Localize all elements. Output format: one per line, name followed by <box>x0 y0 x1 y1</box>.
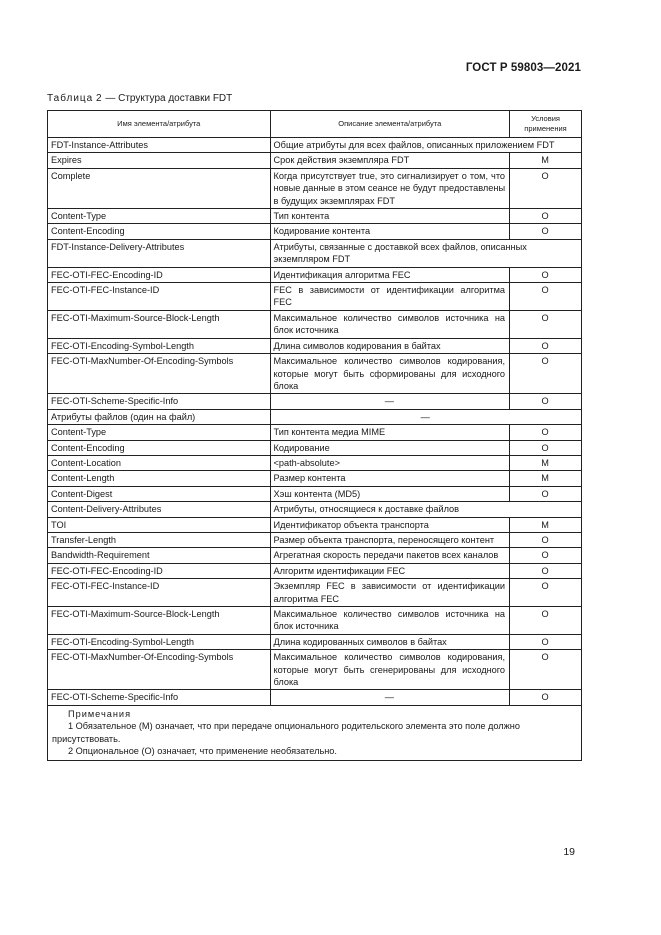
condition-cell: O <box>510 267 582 282</box>
element-description-cell: <path-absolute> <box>270 455 510 470</box>
table-row <box>48 579 582 607</box>
element-description-cell: Тип контента <box>270 209 510 224</box>
element-name-cell: TOI <box>48 517 271 532</box>
condition-cell: O <box>510 425 582 440</box>
element-description-cell: Срок действия экземпляра FDT <box>270 153 510 168</box>
note-item: 1 Обязательное (M) означает, что при передаче опционального родительского элемента это поле должно присутствовать. <box>52 721 520 744</box>
element-name-cell: Content-Length <box>48 471 271 486</box>
element-name-cell: Bandwidth-Requirement <box>48 548 271 563</box>
table-row <box>48 338 582 353</box>
table-row <box>48 409 582 424</box>
element-name-cell: Content-Delivery-Attributes <box>48 502 271 517</box>
table-row <box>48 224 582 239</box>
element-description-cell: Кодирование <box>270 440 510 455</box>
table-row <box>48 455 582 470</box>
element-name-cell: FEC-OTI-Maximum-Source-Block-Length <box>48 607 271 635</box>
table-row <box>48 239 582 267</box>
table-row <box>48 532 582 547</box>
element-description-cell: Когда присутствует true, это сигнализирует о том, что новые данные в этом сеансе не будут предоставлены в будущих экземплярах FDT <box>270 168 510 208</box>
condition-cell: M <box>510 153 582 168</box>
element-description-cell: Общие атрибуты для всех файлов, описанных приложением FDT <box>270 138 581 153</box>
element-name-cell: FEC-OTI-Scheme-Specific-Info <box>48 690 271 705</box>
element-name-cell: FEC-OTI-Maximum-Source-Block-Length <box>48 310 271 338</box>
element-description-cell: Атрибуты, относящиеся к доставке файлов <box>270 502 581 517</box>
condition-cell: O <box>510 634 582 649</box>
condition-cell: O <box>510 563 582 578</box>
condition-cell: O <box>510 338 582 353</box>
element-description-cell: Агрегатная скорость передачи пакетов всех каналов <box>270 548 510 563</box>
condition-cell: O <box>510 354 582 394</box>
header-element-description: Описание элемента/атрибута <box>270 111 510 138</box>
note-item: 2 Опциональное (O) означает, что применение необязательно. <box>68 746 337 757</box>
condition-cell: O <box>510 209 582 224</box>
element-description-cell: — <box>270 394 510 409</box>
condition-cell: O <box>510 690 582 705</box>
element-description-cell: Максимальное количество символов источника на блок источника <box>270 310 510 338</box>
element-name-cell: Content-Type <box>48 425 271 440</box>
element-description-cell: Идентификатор объекта транспорта <box>270 517 510 532</box>
table-row <box>48 310 582 338</box>
table-row <box>48 486 582 501</box>
table-row <box>48 650 582 690</box>
condition-cell: M <box>510 455 582 470</box>
element-name-cell: FEC-OTI-FEC-Instance-ID <box>48 579 271 607</box>
table-row <box>48 283 582 311</box>
element-description-cell: Экземпляр FEC в зависимости от идентификации алгоритма FEC <box>270 579 510 607</box>
header-conditions: Условия применения <box>510 111 582 138</box>
table-notes <box>48 705 582 761</box>
element-description-cell: Длина символов кодирования в байтах <box>270 338 510 353</box>
table-row <box>48 607 582 635</box>
header-element-name: Имя элемента/атрибута <box>48 111 271 138</box>
table-row <box>48 394 582 409</box>
caption-prefix: Таблица <box>47 93 94 104</box>
notes-row <box>48 705 582 761</box>
caption-number: 2 <box>96 93 103 104</box>
condition-cell: O <box>510 650 582 690</box>
fdt-structure-table <box>47 110 582 761</box>
condition-cell: O <box>510 310 582 338</box>
condition-cell: O <box>510 579 582 607</box>
element-name-cell: FEC-OTI-MaxNumber-Of-Encoding-Symbols <box>48 650 271 690</box>
condition-cell: O <box>510 532 582 547</box>
element-name-cell: Content-Digest <box>48 486 271 501</box>
page-number: 19 <box>563 846 575 858</box>
element-name-cell: Content-Location <box>48 455 271 470</box>
table-row <box>48 517 582 532</box>
caption-title: — Структура доставки FDT <box>105 93 233 104</box>
element-description-cell: Атрибуты, связанные с доставкой всех файлов, описанных экземпляром FDT <box>270 239 581 267</box>
notes-title: Примечания <box>68 708 132 719</box>
condition-cell: O <box>510 168 582 208</box>
element-name-cell: Атрибуты файлов (один на файл) <box>48 409 271 424</box>
table-row <box>48 267 582 282</box>
element-name-cell: FEC-OTI-Scheme-Specific-Info <box>48 394 271 409</box>
element-description-cell: Максимальное количество символов кодирования, которые могут быть сформированы для исходного блока <box>270 354 510 394</box>
element-name-cell: FEC-OTI-Encoding-Symbol-Length <box>48 338 271 353</box>
element-description-cell: — <box>270 409 581 424</box>
table-row <box>48 209 582 224</box>
element-name-cell: FEC-OTI-FEC-Encoding-ID <box>48 563 271 578</box>
element-description-cell: Алгоритм идентификации FEC <box>270 563 510 578</box>
table-row <box>48 153 582 168</box>
table-row <box>48 138 582 153</box>
element-name-cell: FEC-OTI-FEC-Encoding-ID <box>48 267 271 282</box>
table-row <box>48 471 582 486</box>
table-body <box>48 138 582 706</box>
element-description-cell: Идентификация алгоритма FEC <box>270 267 510 282</box>
condition-cell: O <box>510 440 582 455</box>
element-description-cell: Хэш контента (MD5) <box>270 486 510 501</box>
table-row <box>48 563 582 578</box>
element-name-cell: Transfer-Length <box>48 532 271 547</box>
element-name-cell: Expires <box>48 153 271 168</box>
element-name-cell: FDT-Instance-Delivery-Attributes <box>48 239 271 267</box>
table-row <box>48 168 582 208</box>
element-name-cell: Content-Encoding <box>48 440 271 455</box>
element-description-cell: Размер контента <box>270 471 510 486</box>
element-description-cell: Максимальное количество символов источника на блок источника <box>270 607 510 635</box>
condition-cell: O <box>510 224 582 239</box>
table-row <box>48 690 582 705</box>
table-row <box>48 548 582 563</box>
element-description-cell: Максимальное количество символов кодирования, которые могут быть сгенерированы для исходного блока <box>270 650 510 690</box>
condition-cell: O <box>510 607 582 635</box>
element-name-cell: FDT-Instance-Attributes <box>48 138 271 153</box>
element-description-cell: — <box>270 690 510 705</box>
table-header-row <box>48 111 582 138</box>
table-row <box>48 502 582 517</box>
element-name-cell: Content-Type <box>48 209 271 224</box>
element-description-cell: Тип контента медиа MIME <box>270 425 510 440</box>
element-name-cell: FEC-OTI-Encoding-Symbol-Length <box>48 634 271 649</box>
table-caption <box>47 93 232 104</box>
element-description-cell: Длина кодированных символов в байтах <box>270 634 510 649</box>
table-row <box>48 634 582 649</box>
table-row <box>48 354 582 394</box>
element-description-cell: Кодирование контента <box>270 224 510 239</box>
element-name-cell: Content-Encoding <box>48 224 271 239</box>
condition-cell: M <box>510 471 582 486</box>
element-description-cell: FEC в зависимости от идентификации алгоритма FEC <box>270 283 510 311</box>
table-row <box>48 440 582 455</box>
element-name-cell: Complete <box>48 168 271 208</box>
condition-cell: O <box>510 394 582 409</box>
element-description-cell: Размер объекта транспорта, переносящего контент <box>270 532 510 547</box>
document-code: ГОСТ Р 59803—2021 <box>465 62 581 74</box>
condition-cell: O <box>510 486 582 501</box>
element-name-cell: FEC-OTI-MaxNumber-Of-Encoding-Symbols <box>48 354 271 394</box>
condition-cell: O <box>510 283 582 311</box>
condition-cell: M <box>510 517 582 532</box>
element-name-cell: FEC-OTI-FEC-Instance-ID <box>48 283 271 311</box>
condition-cell: O <box>510 548 582 563</box>
table-row <box>48 425 582 440</box>
